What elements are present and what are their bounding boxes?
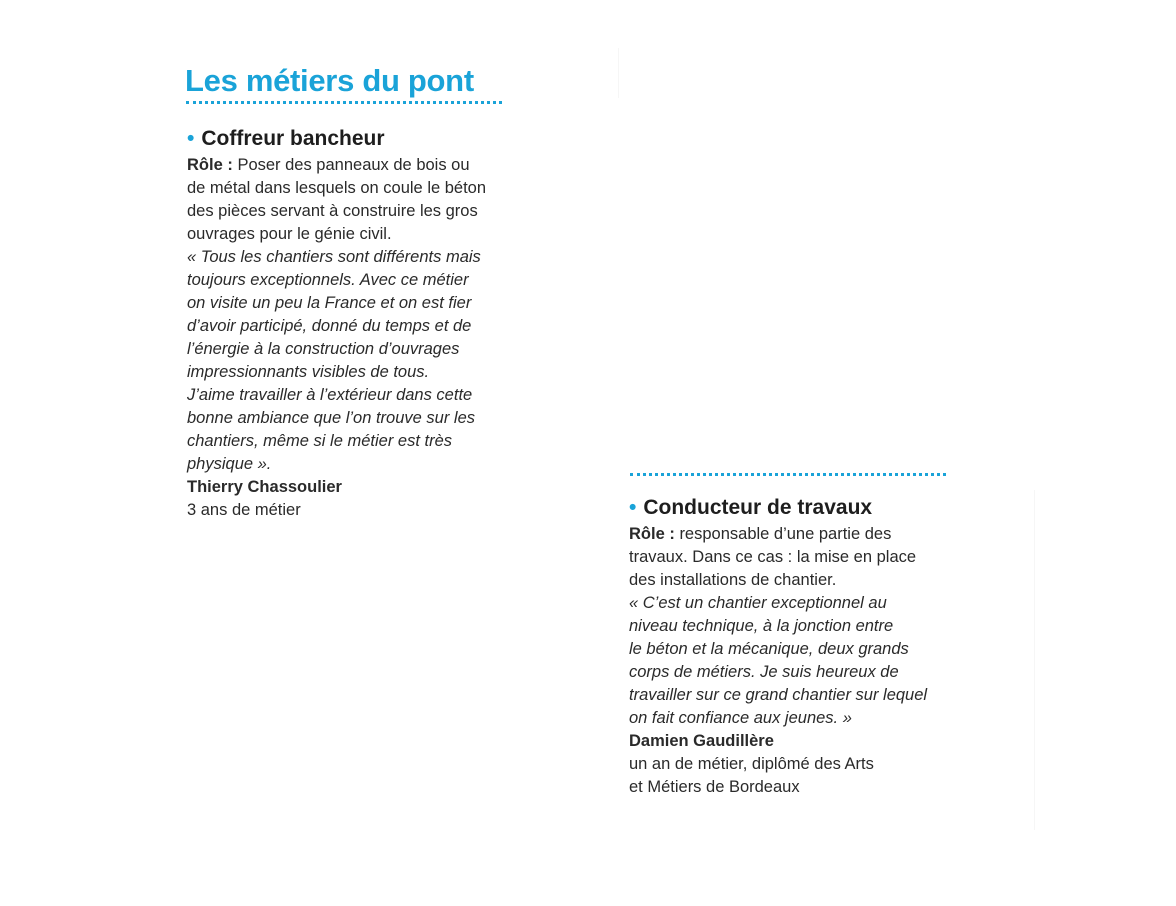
quote-line: J’aime travailler à l’extérieur dans cette (187, 386, 473, 404)
section-heading: • Coffreur bancheur (187, 127, 385, 150)
role-label: Rôle : (629, 525, 675, 543)
quote-line: travailler sur ce grand chantier sur lequel (629, 686, 928, 704)
author-info: 3 ans de métier (187, 501, 301, 519)
faint-image-edge (1034, 490, 1035, 830)
role-line: des installations de chantier. (629, 571, 837, 589)
role-line: des pièces servant à construire les gros (187, 202, 478, 220)
section-coffreur-bancheur (187, 126, 517, 522)
author-name: Thierry Chassoulier (187, 478, 342, 496)
role-description (187, 154, 517, 246)
quote-line: bonne ambiance que l’on trouve sur les (187, 409, 476, 427)
role-line: ouvrages pour le génie civil. (187, 225, 392, 243)
testimonial-quote (187, 246, 517, 476)
quote-line: chantiers, même si le métier est très (187, 432, 452, 450)
role-line: Rôle : responsable d’une partie des (629, 525, 892, 543)
role-description (629, 523, 969, 592)
quote-line: on fait confiance aux jeunes. » (629, 709, 852, 727)
quote-line: corps de métiers. Je suis heureux de (629, 663, 899, 681)
title-dotted-divider (186, 101, 502, 104)
role-label: Rôle : (187, 156, 233, 174)
quote-line: on visite un peu la France et on est fier (187, 294, 472, 312)
quote-line: « Tous les chantiers sont différents mais (187, 248, 481, 266)
quote-line: niveau technique, à la jonction entre (629, 617, 894, 635)
bullet-icon: • (629, 496, 637, 519)
section-conducteur-de-travaux (629, 495, 969, 799)
testimonial-quote (629, 592, 969, 730)
page-title: Les métiers du pont (185, 63, 474, 98)
role-line: Rôle : Poser des panneaux de bois ou (187, 156, 470, 174)
bullet-icon: • (187, 127, 195, 150)
quote-line: le béton et la mécanique, deux grands (629, 640, 909, 658)
quote-line: toujours exceptionnels. Avec ce métier (187, 271, 469, 289)
section-dotted-divider (630, 473, 946, 476)
faint-image-edge (618, 48, 619, 98)
quote-line: l’énergie à la construction d’ouvrages (187, 340, 460, 358)
quote-line: physique ». (187, 455, 272, 473)
author-name: Damien Gaudillère (629, 732, 774, 750)
section-heading: • Conducteur de travaux (629, 496, 873, 519)
quote-line: d’avoir participé, donné du temps et de (187, 317, 472, 335)
role-line: travaux. Dans ce cas : la mise en place (629, 548, 917, 566)
author-info: un an de métier, diplômé des Arts (629, 755, 874, 773)
quote-line: « C’est un chantier exceptionnel au (629, 594, 887, 612)
role-line: de métal dans lesquels on coule le béton (187, 179, 487, 197)
author-info: et Métiers de Bordeaux (629, 778, 800, 796)
quote-line: impressionnants visibles de tous. (187, 363, 430, 381)
